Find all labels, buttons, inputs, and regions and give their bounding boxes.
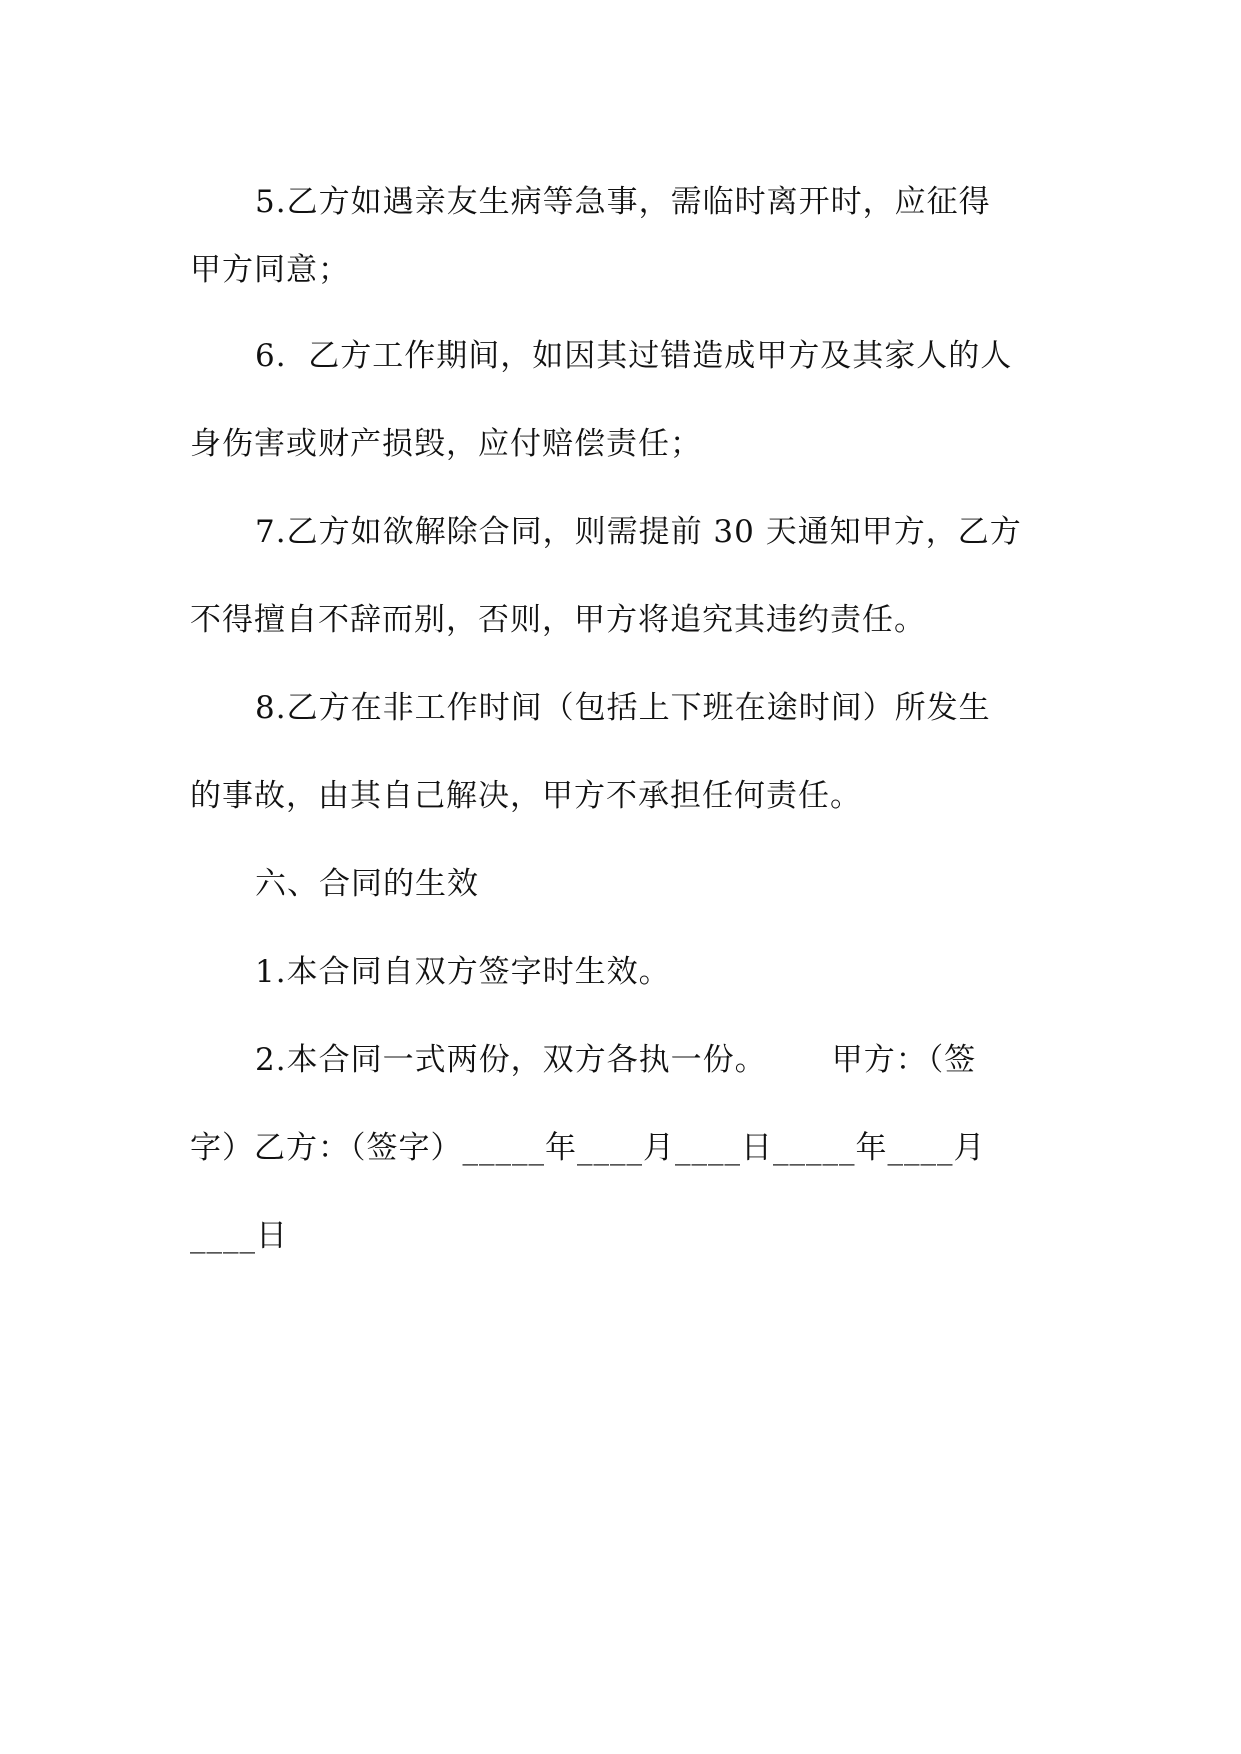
clause-5-line-2: 甲方同意；: [190, 252, 350, 288]
clause-8-line-2: 的事故，由其自己解决，甲方不承担任何责任。: [190, 778, 862, 814]
signature-date-line: ____日: [190, 1218, 288, 1254]
section-heading: 六、合同的生效: [255, 866, 479, 902]
clause-5-line-1: 5.乙方如遇亲友生病等急事，需临时离开时，应征得: [255, 184, 991, 220]
effect-clause-2: 2.本合同一式两份，双方各执一份。 甲方：（签: [255, 1042, 977, 1078]
clause-6-line-2: 身伤害或财产损毁，应付赔偿责任；: [190, 426, 702, 462]
clause-8-line-1: 8.乙方在非工作时间（包括上下班在途时间）所发生: [255, 690, 991, 726]
clause-7-line-1: 7.乙方如欲解除合同，则需提前 30 天通知甲方，乙方: [255, 514, 1022, 550]
clause-7-line-2: 不得擅自不辞而别，否则，甲方将追究其违约责任。: [190, 602, 926, 638]
effect-clause-1: 1.本合同自双方签字时生效。: [255, 954, 671, 990]
signature-line: 字）乙方：（签字）_____年____月____日_____年____月: [190, 1130, 986, 1166]
clause-6-line-1: 6. 乙方工作期间，如因其过错造成甲方及其家人的人: [255, 338, 1013, 374]
